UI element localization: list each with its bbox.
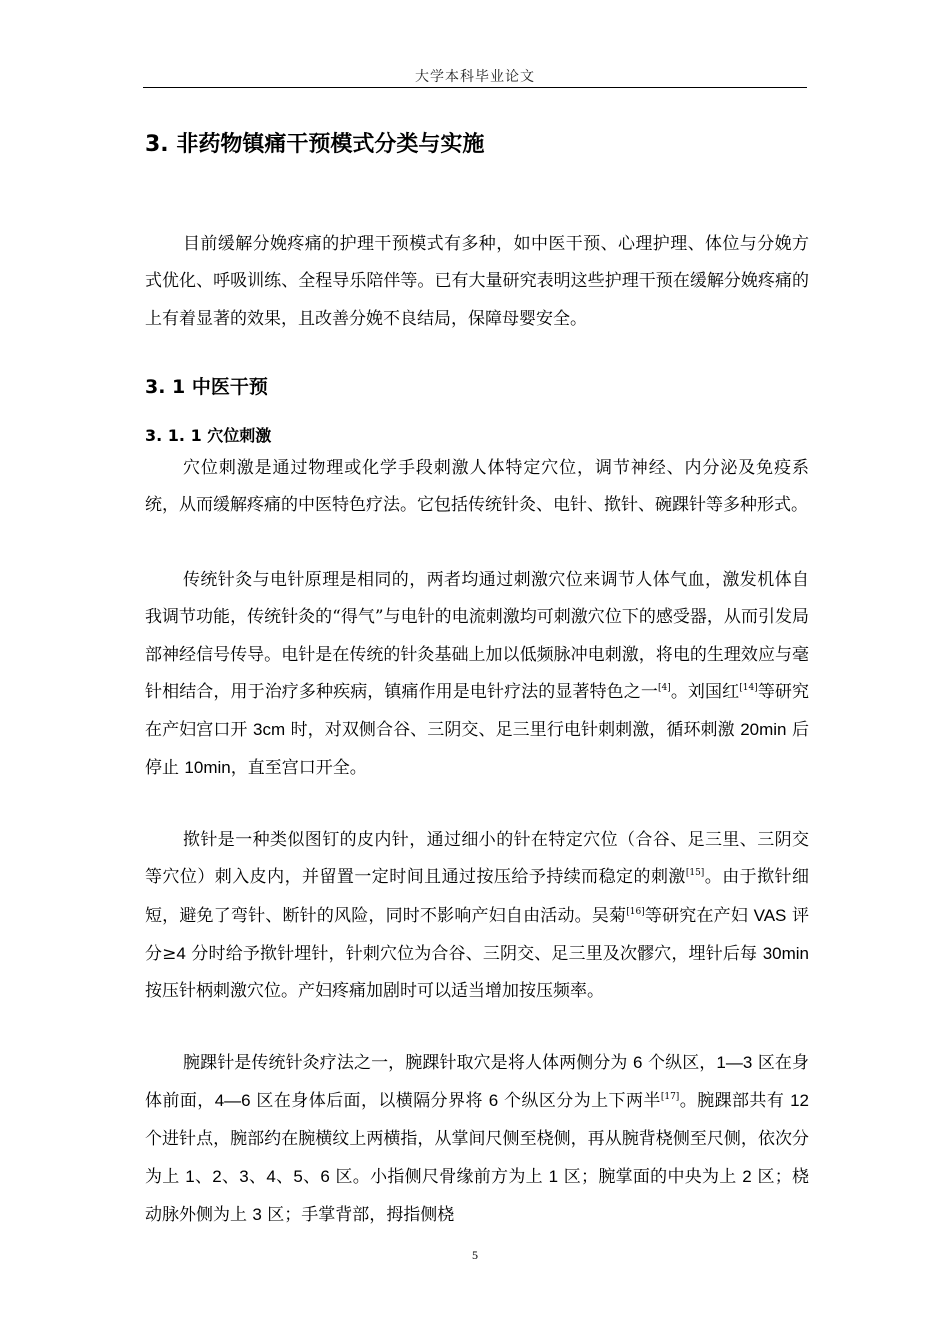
citation-ref: [14] <box>739 682 758 693</box>
paragraph-electroacupuncture: 传统针灸与电针原理是相同的，两者均通过刺激穴位来调节人体气血，激发机体自我调节功能，传统针灸的“得气”与电针的电流刺激均可刺激穴位下的感受器，从而引发局部神经信号传导。电针是在传统的针灸基础上加以低频脉冲电刺激，将电的生理效应与毫针相结合，用于治疗多种疾病，镇痛作用是电针疗法的显著特色之一[4]。刘国红[14]等研究在产妇宫口开 3cm 时，对双侧合谷、三阴交、足三里行电针刺刺激，循环刺激 20min 后停止 10min，直至宫口开全。 <box>145 570 810 779</box>
chapter-title: 3. 非药物镇痛干预模式分类与实施 <box>145 132 485 157</box>
citation-ref: [15] <box>685 868 705 879</box>
paragraph-press-needle: 揿针是一种类似图钉的皮内针，通过细小的针在特定穴位（合谷、足三里、三阴交等穴位）刺入皮内，并留置一定时间且通过按压给予持续而稳定的刺激[15]。由于揿针细短，避免了弯针、断针的风险，同时不影响产妇自由活动。吴菊[16]等研究在产妇 VAS 评分≥4 分时给予揿针埋针，针刺穴位为合谷、三阴交、足三里及次髎穴，埋针后每 30min 按压针柄刺激穴位。产妇疼痛加剧时可以适当增加按压频率。 <box>145 830 810 1002</box>
citation-ref: [16] <box>626 906 645 917</box>
citation-ref: [4] <box>657 682 671 693</box>
intro-paragraph: 目前缓解分娩疼痛的护理干预模式有多种，如中医干预、心理护理、体位与分娩方式优化、呼吸训练、全程导乐陪伴等。已有大量研究表明这些护理干预在缓解分娩疼痛的上有着显著的效果，且改善分娩不良结局，保障母婴安全。 <box>145 234 809 329</box>
subsection-heading-3-1-1: 3. 1. 1 穴位刺激 <box>145 426 272 445</box>
section-heading-3-1: 3. 1 中医干预 <box>145 376 268 398</box>
paragraph-acupoint-stimulation: 穴位刺激是通过物理或化学手段刺激人体特定穴位，调节神经、内分泌及免疫系统，从而缓解疼痛的中医特色疗法。它包括传统针灸、电针、揿针、碗踝针等多种形式。 <box>145 458 809 516</box>
header-rule <box>143 87 807 88</box>
paragraph-wrist-ankle-needle: 腕踝针是传统针灸疗法之一，腕踝针取穴是将人体两侧分为 6 个纵区，1—3 区在身体前面，4—6 区在身体后面，以横隔分界将 6 个纵区分为上下两半[17]。腕踝部共有 12 个进针点，腕部约在腕横纹上两横指，从掌间尺侧至桡侧，再从腕背桡侧至尺侧，依次分为上 1、2、3、4、5、6 区。小指侧尺骨缘前方为上 1 区；腕掌面的中央为上 2 区；桡动脉外侧为上 3 区；手掌背部，拇指侧桡 <box>145 1053 810 1226</box>
page-header: 大学本科毕业论文 <box>415 69 535 85</box>
citation-ref: [17] <box>660 1092 680 1103</box>
page-number: 5 <box>472 1248 478 1262</box>
